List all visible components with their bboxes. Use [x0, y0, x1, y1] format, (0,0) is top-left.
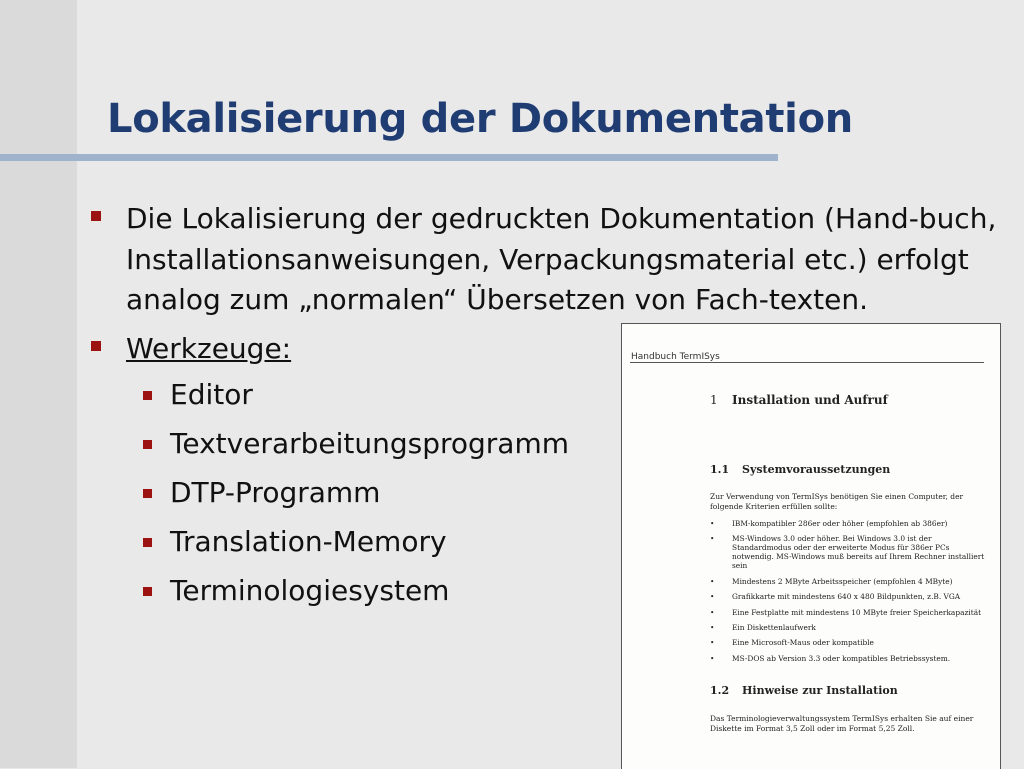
sub-bullet-text: DTP-Programm [170, 476, 381, 509]
square-bullet-icon [143, 391, 152, 400]
bullet-text-tools: Werkzeuge: [126, 331, 292, 365]
left-accent-band [0, 0, 77, 768]
slide-title: Lokalisierung der Dokumentation [107, 96, 853, 142]
sub-bullet-text: Textverarbeitungsprogramm [170, 427, 570, 460]
requirement-item: • MS-DOS ab Version 3.3 oder kompatibles Betriebssystem. [710, 654, 992, 663]
section-number: 1.1 [710, 463, 730, 476]
manual-installation-text: Das Terminologieverwaltungssystem TermISys erhalten Sie auf einer Diskette im Format 3,5 Zoll oder im Format 5,25 Zoll. [710, 714, 974, 733]
section-title: Hinweise zur Installation [742, 684, 898, 697]
requirement-item: • Eine Microsoft-Maus oder kompatible [710, 638, 992, 647]
section-title: Systemvoraussetzungen [742, 463, 891, 476]
section-number: 1.2 [710, 684, 730, 697]
requirement-item: • Grafikkarte mit mindestens 640 x 480 Bildpunkten, z.B. VGA [710, 592, 992, 601]
scanned-manual-page [621, 323, 1001, 769]
chapter-title: Installation und Aufruf [732, 393, 888, 407]
sub-bullet-text: Translation-Memory [170, 525, 447, 558]
manual-section-heading-1-2 [710, 684, 898, 697]
manual-header: Handbuch TermISys [631, 352, 720, 362]
requirement-item: • Ein Diskettenlaufwerk [710, 623, 992, 632]
sub-bullet-text: Editor [170, 378, 253, 411]
bullet-text: Die Lokalisierung der gedruckten Dokumentation (Hand-buch, Installationsanweisungen, Verpackungsmaterial etc.) erfolgt analog zum „normalen“ Übersetzen von Fach-texten. [126, 202, 997, 316]
square-bullet-icon [143, 489, 152, 498]
chapter-number: 1 [710, 393, 718, 407]
manual-header-rule [630, 362, 984, 363]
square-bullet-icon [91, 341, 101, 351]
square-bullet-icon [91, 211, 101, 221]
requirements-list [710, 519, 992, 669]
requirement-item: • Eine Festplatte mit mindestens 10 MByte freier Speicherkapazität [710, 608, 992, 617]
square-bullet-icon [143, 587, 152, 596]
requirement-item: • IBM-kompatibler 286er oder höher (empfohlen ab 386er) [710, 519, 992, 528]
manual-section-intro: Zur Verwendung von TermISys benötigen Sie einen Computer, der folgende Kriterien erfüllen sollte: [710, 492, 964, 511]
square-bullet-icon [143, 440, 152, 449]
title-underline-rule [0, 154, 778, 161]
sub-bullet-text: Terminologiesystem [170, 574, 450, 607]
bullet-item-localization [88, 199, 1018, 321]
square-bullet-icon [143, 538, 152, 547]
requirement-item: • MS-Windows 3.0 oder höher. Bei Windows 3.0 ist der Standardmodus oder der erweiterte Modus für 386er PCs notwendig. MS-Windows muß bereits auf Ihrem Rechner installiert sein [710, 534, 992, 570]
manual-section-heading-1-1 [710, 463, 890, 476]
manual-chapter-heading [710, 393, 888, 407]
requirement-item: • Mindestens 2 MByte Arbeitsspeicher (empfohlen 4 MByte) [710, 577, 992, 586]
